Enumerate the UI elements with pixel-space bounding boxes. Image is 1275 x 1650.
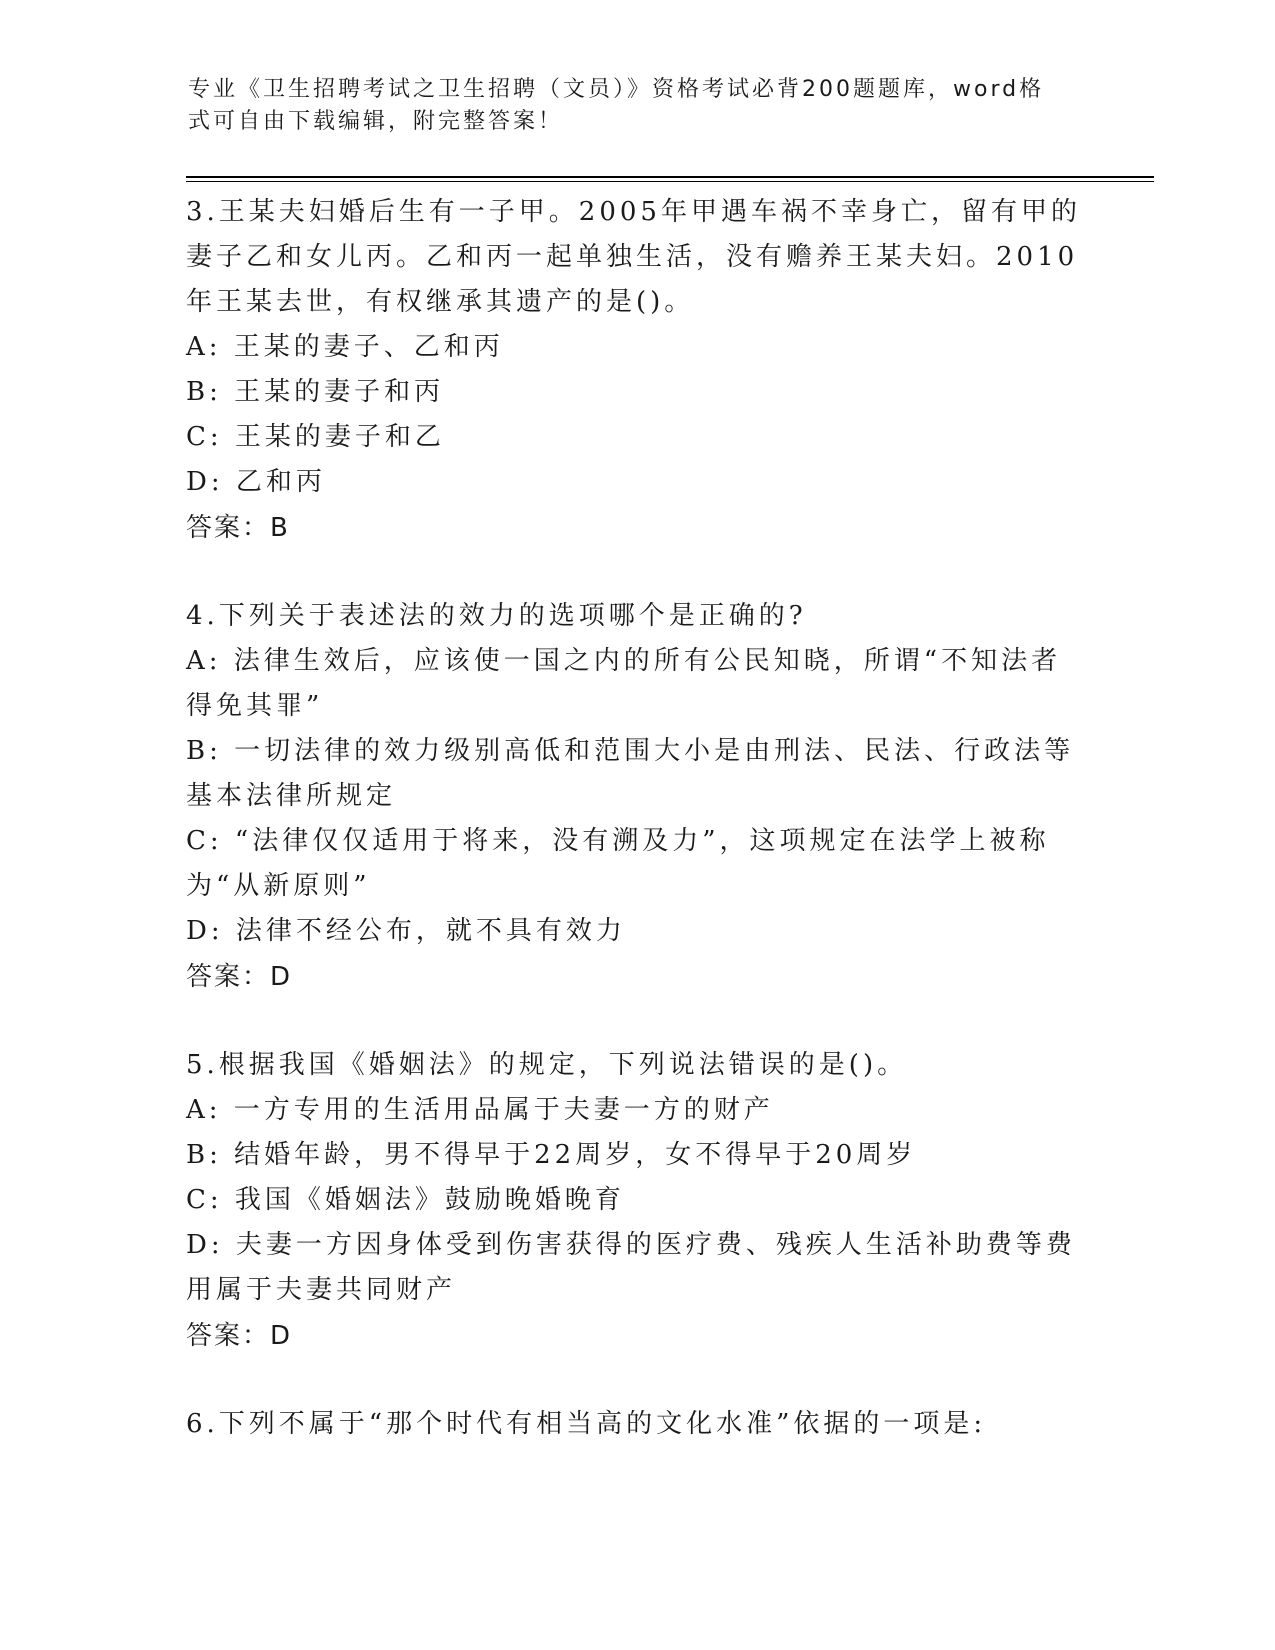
answer-label: 答案：D (186, 962, 293, 992)
answer-label: 答案：D (186, 1321, 293, 1351)
option-a: A: 法律生效后，应该使一国之内的所有公民知晓，所谓“不知法者得免其罪” (186, 646, 1062, 721)
option-c: C: “法律仅仅适用于将来，没有溯及力”，这项规定在法学上被称为“从新原则” (186, 826, 1050, 901)
answer-label: 答案：B (186, 513, 290, 543)
question-stem: 6.下列不属于“那个时代有相当高的文化水准”依据的一项是: (186, 1409, 987, 1439)
question-stem: 4.下列关于表述法的效力的选项哪个是正确的? (186, 601, 807, 631)
question-4 (186, 594, 1086, 1000)
document-header: 专业《卫生招聘考试之卫生招聘（文员）》资格考试必背200题题库，word格式可自由下载编辑，附完整答案！ (188, 77, 1045, 134)
header-rule-thin (186, 181, 1154, 182)
option-d: D: 法律不经公布，就不具有效力 (186, 916, 626, 946)
option-c: C: 我国《婚姻法》鼓励晚婚晚育 (186, 1185, 625, 1215)
option-b: B: 一切法律的效力级别高低和范围大小是由刑法、民法、行政法等基本法律所规定 (186, 736, 1075, 811)
header-rule-thick (186, 176, 1154, 178)
option-d: D: 夫妻一方因身体受到伤害获得的医疗费、残疾人生活补助费等费用属于夫妻共同财产 (186, 1230, 1076, 1305)
option-b: B: 王某的妻子和丙 (186, 377, 445, 407)
option-d: D: 乙和丙 (186, 467, 326, 497)
question-5 (186, 1043, 1086, 1359)
option-b: B: 结婚年龄，男不得早于22周岁，女不得早于20周岁 (186, 1140, 917, 1170)
question-stem: 3.王某夫妇婚后生有一子甲。2005年甲遇车祸不幸身亡，留有甲的妻子乙和女儿丙。乙和丙一起单独生活，没有赡养王某夫妇。2010年王某去世，有权继承其遗产的是()。 (186, 197, 1081, 317)
question-list (186, 190, 1086, 1490)
question-stem: 5.根据我国《婚姻法》的规定，下列说法错误的是()。 (186, 1050, 908, 1080)
option-c: C: 王某的妻子和乙 (186, 422, 445, 452)
option-a: A: 一方专用的生活用品属于夫妻一方的财产 (186, 1095, 774, 1125)
option-a: A: 王某的妻子、乙和丙 (186, 332, 504, 362)
question-3 (186, 190, 1086, 551)
question-6 (186, 1402, 1086, 1447)
